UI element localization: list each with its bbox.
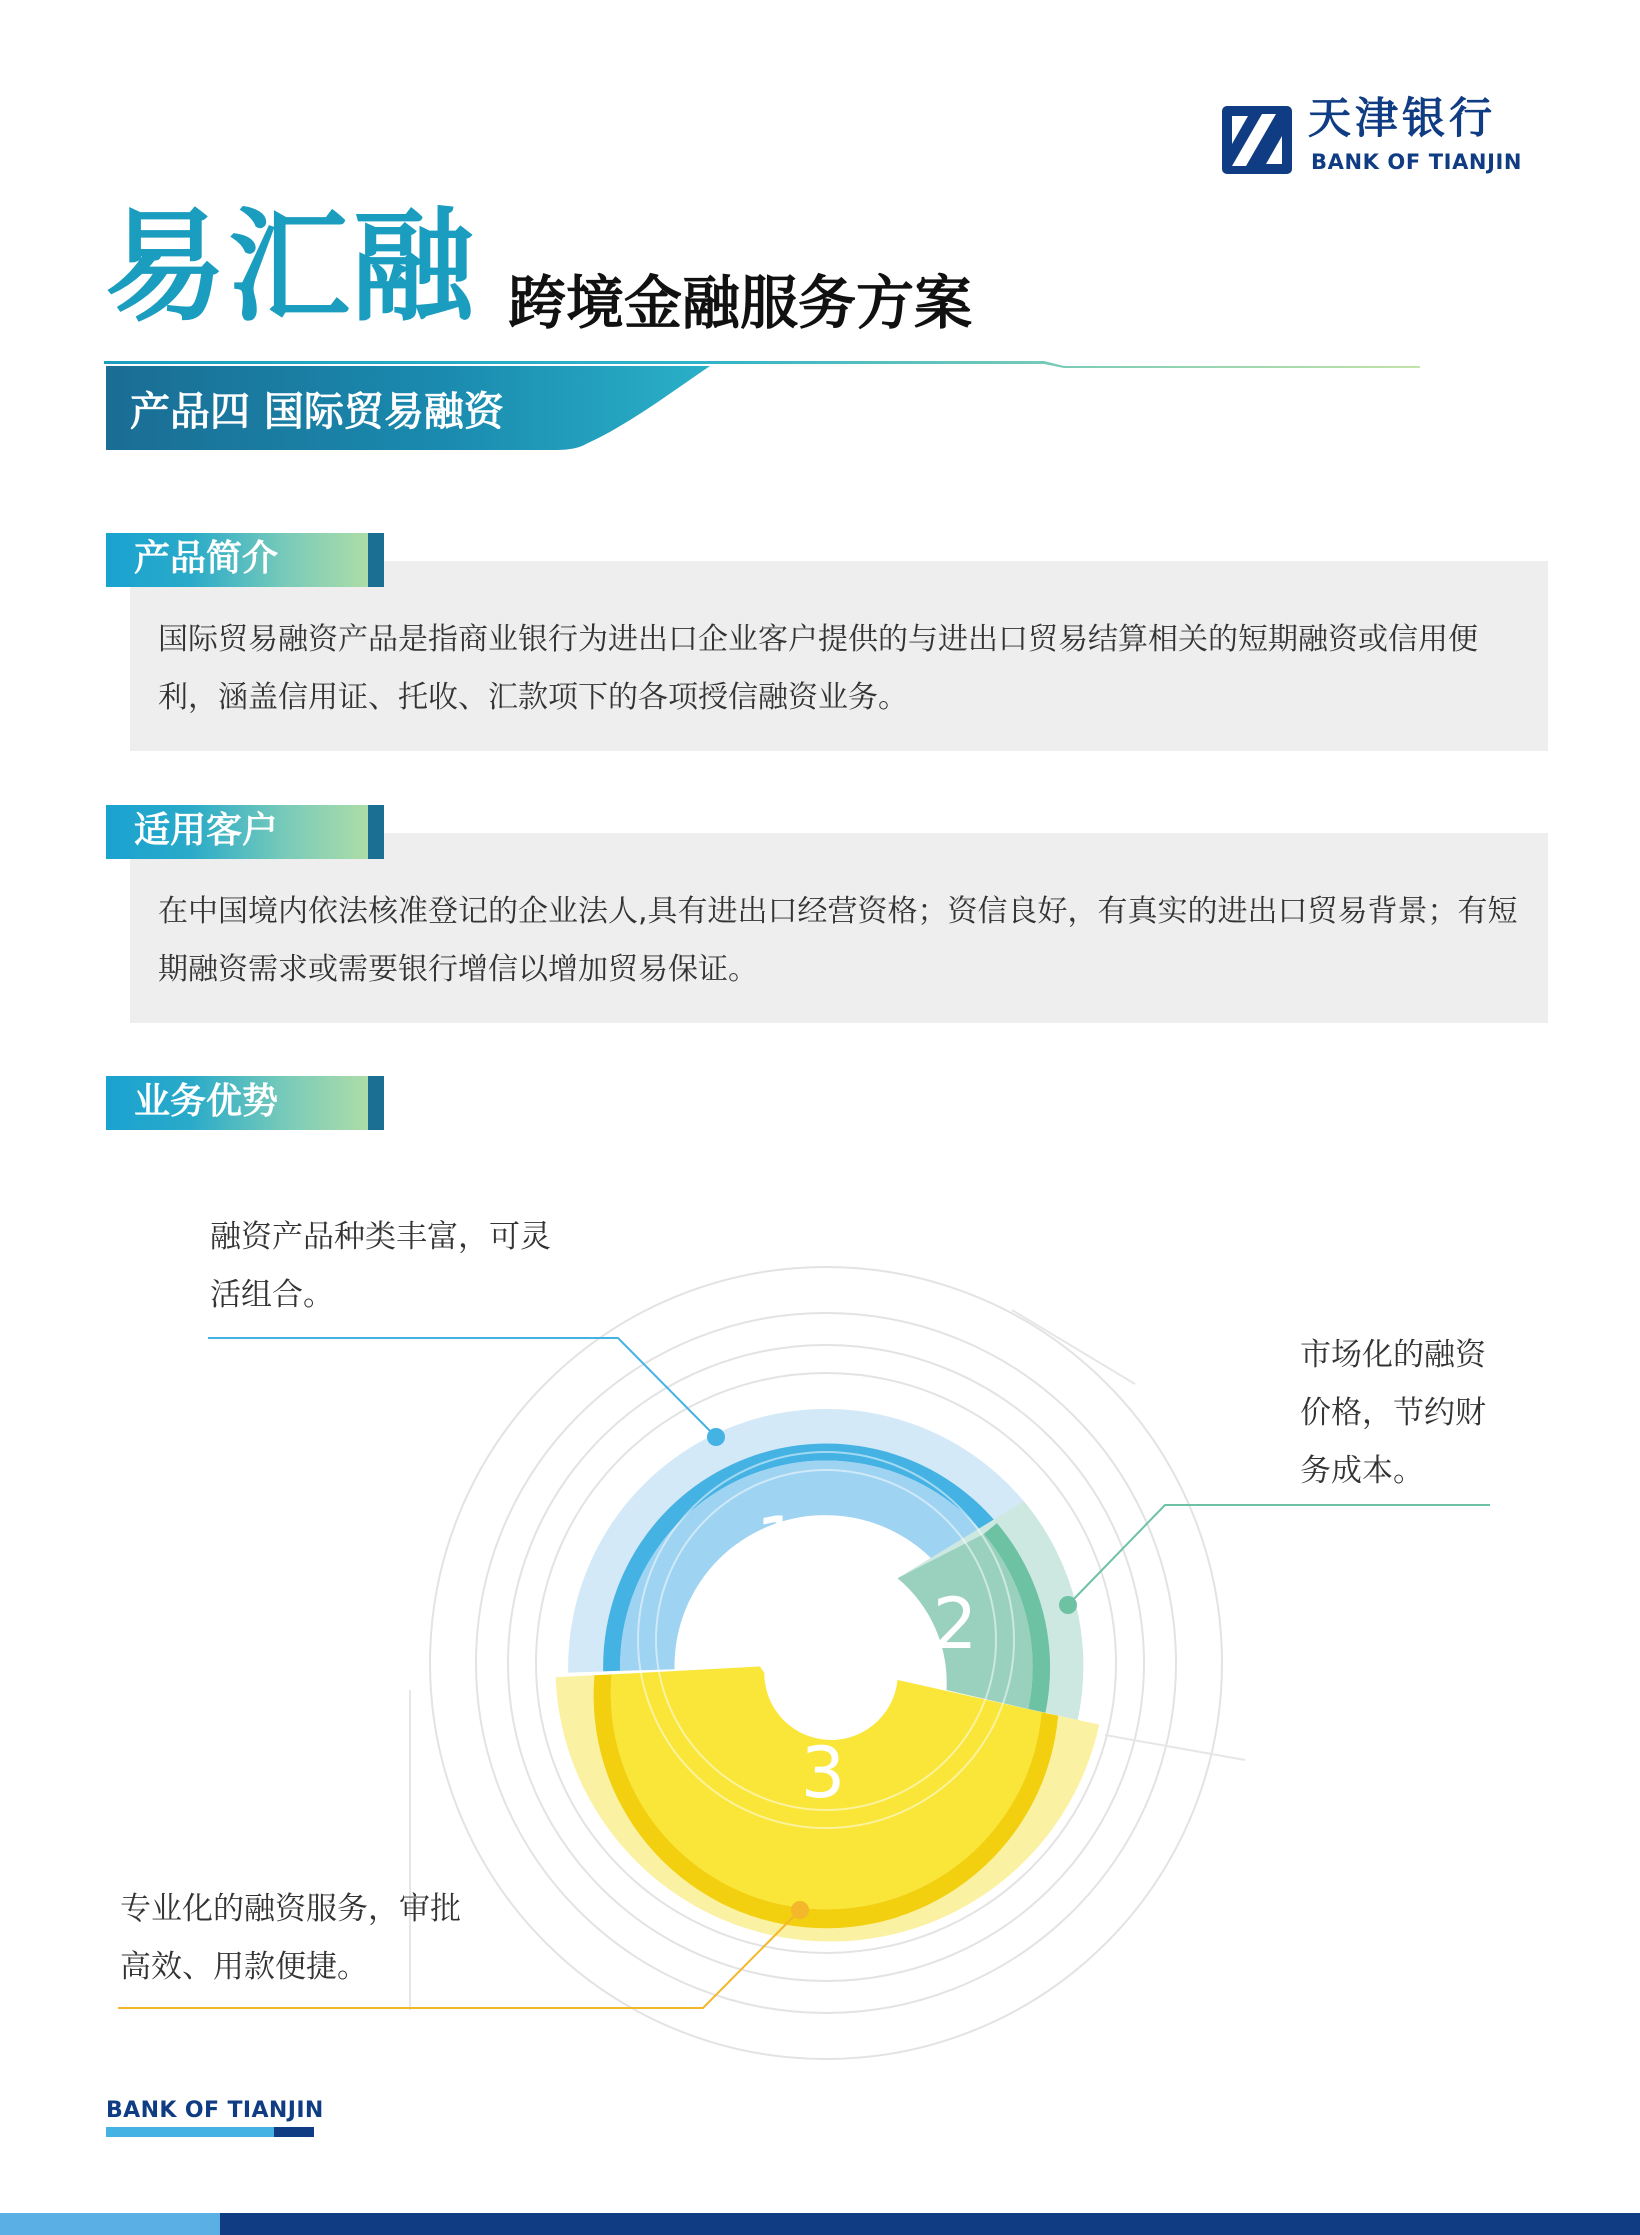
logo-english-name: BANK OF TIANJIN bbox=[1311, 150, 1523, 174]
leader-line-1 bbox=[208, 1338, 716, 1437]
segment-number-2: 2 bbox=[932, 1583, 978, 1665]
segment-number-3: 3 bbox=[800, 1732, 846, 1814]
intro-section-label: 产品简介 bbox=[134, 538, 279, 579]
callout-segment-2: 市场化的融资价格，节约财务成本。 bbox=[1300, 1337, 1486, 1489]
segment-number-1: 1 bbox=[755, 1502, 801, 1584]
customers-section-tag bbox=[106, 805, 384, 859]
frame-line bbox=[1105, 1735, 1245, 1760]
footer-brand: BANK OF TIANJIN bbox=[106, 2098, 324, 2123]
page-subtitle: 跨境金融服务方案 bbox=[508, 269, 973, 337]
customers-text: 在中国境内依法核准登记的企业法人,具有进出口经营资格；资信良好，有真实的进出口贸易背景；有短期融资需求或需要银行增信以增加贸易保证。 bbox=[158, 894, 1518, 987]
bottom-strip bbox=[0, 2213, 1640, 2235]
intro-section-tag bbox=[106, 533, 384, 587]
product-title: 产品四 国际贸易融资 bbox=[130, 389, 504, 435]
leader-dot-3 bbox=[791, 1901, 809, 1919]
footer-bar bbox=[106, 2127, 314, 2137]
leader-dot-2 bbox=[1059, 1596, 1077, 1614]
customers-section-label: 适用客户 bbox=[134, 810, 279, 851]
leader-dot-1 bbox=[707, 1428, 725, 1446]
customers-box bbox=[130, 833, 1548, 1023]
intro-text: 国际贸易融资产品是指商业银行为进出口企业客户提供的与进出口贸易结算相关的短期融资或信用便利，涵盖信用证、托收、汇款项下的各项授信融资业务。 bbox=[158, 622, 1478, 715]
callout-segment-3: 专业化的融资服务，审批高效、用款便捷。 bbox=[120, 1891, 461, 1985]
callout-segment-1: 融资产品种类丰富，可灵活组合。 bbox=[210, 1219, 551, 1313]
intro-box bbox=[130, 561, 1548, 751]
brand-title: 易汇融 bbox=[104, 196, 476, 338]
logo-chinese-name: 天津银行 bbox=[1308, 94, 1496, 144]
leader-line-2 bbox=[1068, 1505, 1490, 1605]
advantages-section-label: 业务优势 bbox=[134, 1081, 279, 1122]
frame-line bbox=[1012, 1310, 1135, 1384]
bank-logo-icon bbox=[1222, 106, 1292, 174]
